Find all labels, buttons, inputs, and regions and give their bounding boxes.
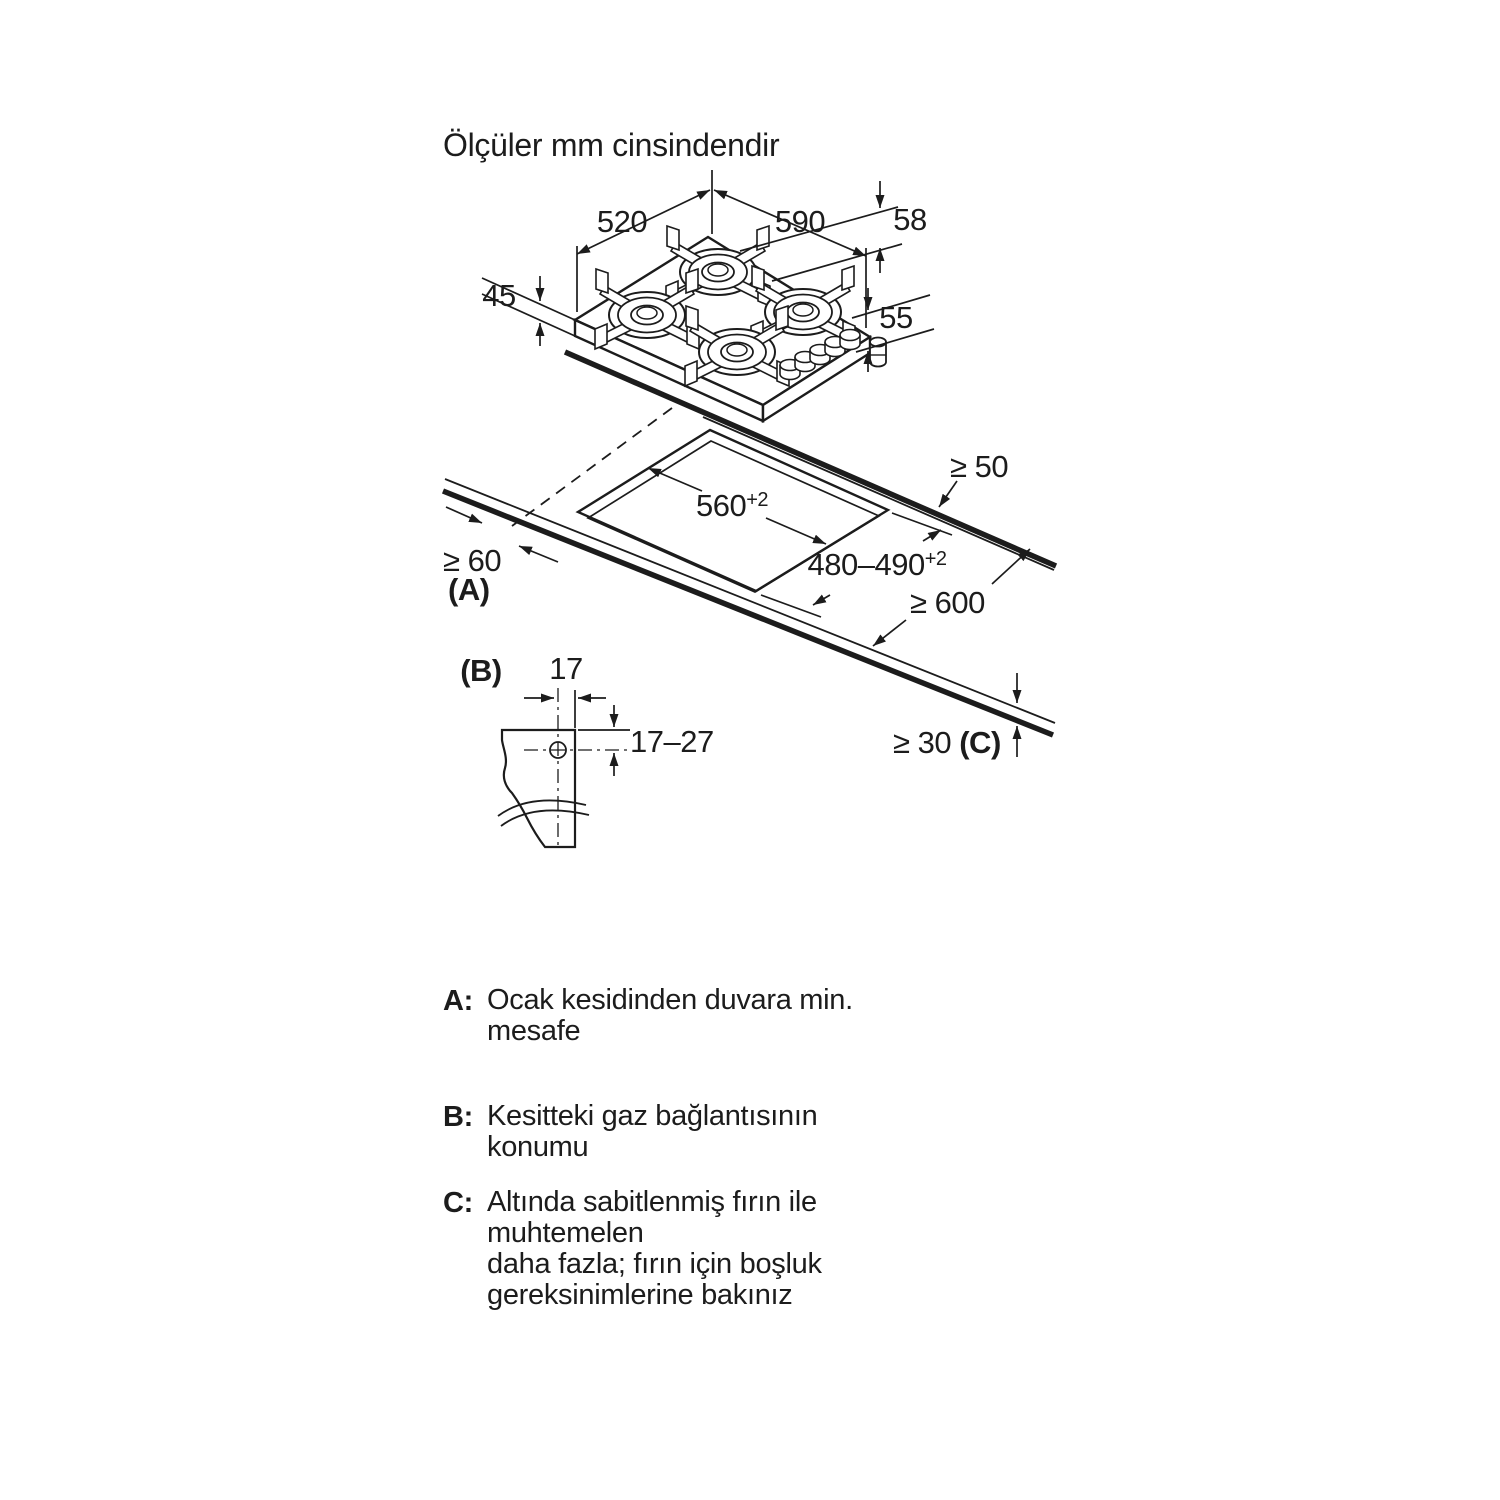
ref-a-label: (A): [448, 572, 490, 607]
hob-isometric-view: [575, 226, 886, 421]
legend-text: Ocak kesidinden duvara min. mesafe: [487, 984, 853, 1047]
dim-50-leader: [939, 481, 957, 507]
dim-17-27-label: 17–27: [630, 724, 714, 759]
dim-60-arrow-b: [519, 546, 558, 562]
legend: [443, 985, 923, 1365]
dim-17-label: 17: [549, 651, 583, 686]
dim-480-line-a: [923, 530, 941, 541]
page-title: Ölçüler mm cinsindendir: [443, 127, 780, 163]
dim-600-leader-a: [873, 620, 906, 646]
legend-item-c: [443, 1187, 923, 1311]
dim-58-label: 58: [893, 202, 927, 237]
gas-connection-pipe: [870, 338, 886, 367]
dim-480-line-b: [813, 595, 830, 605]
dim-600-label: ≥ 600: [910, 585, 985, 620]
dim-30-label: ≥ 30 (C): [893, 725, 1001, 760]
dim-590-label: 590: [774, 204, 826, 239]
dim-480-490-label: $480-490^{+2}$: [807, 547, 947, 582]
dim-600-leader-b: [992, 549, 1030, 584]
legend-key-a: A:: [443, 985, 474, 1017]
legend-text: Altında sabitlenmiş fırın ile muhtemelen: [487, 1186, 817, 1249]
detail-b-view: [498, 688, 630, 848]
legend-item-a: [443, 985, 923, 1047]
ref-b-label: (B): [460, 653, 502, 688]
legend-item-b: [443, 1101, 923, 1163]
dim-58-ext-bottom: [772, 244, 902, 281]
dim-520-label: 520: [596, 204, 648, 239]
legend-text: gereksinimlerine bakınız: [487, 1279, 793, 1311]
legend-key-b: B:: [443, 1101, 474, 1133]
legend-key-c: C:: [443, 1187, 474, 1219]
dim-60-label: ≥ 60: [443, 543, 502, 578]
dim-55-label: 55: [879, 300, 913, 335]
legend-text: Kesitteki gaz bağlantısının konumu: [487, 1100, 818, 1163]
dim-60-arrow-a: [446, 507, 482, 523]
dim-480-ext-bottom: [761, 595, 821, 617]
dim-560-label: $560^{+2}$: [695, 488, 769, 523]
dim-45-label: 45: [482, 278, 516, 313]
dim-50-label: ≥ 50: [950, 449, 1009, 484]
legend-text: daha fazla; fırın için boşluk: [487, 1248, 822, 1280]
